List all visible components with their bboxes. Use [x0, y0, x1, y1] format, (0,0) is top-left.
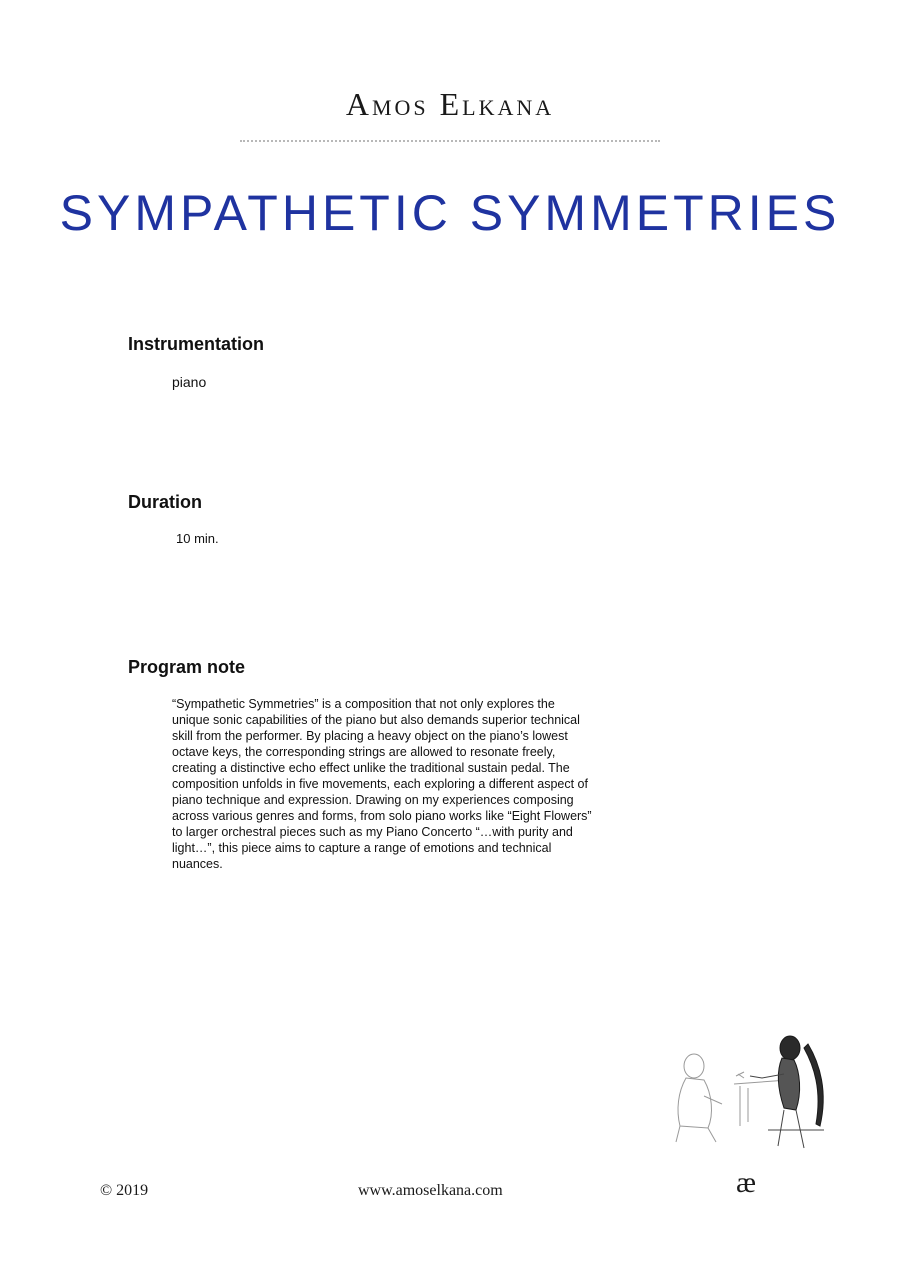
ink-sketch-figures-icon: [664, 1030, 840, 1158]
duration-value: 10 min.: [176, 531, 219, 546]
publisher-logo: æ: [736, 1166, 757, 1199]
program-note-text: “Sympathetic Symmetries” is a composition that not only explores the unique sonic capabilities of the piano but also demands superior technical skill from the performer. By placing a heavy object on the piano’s lowest octave keys, the corresponding strings are allowed to resonate freely, creating a distinctive echo effect unlike the traditional sustain pedal. The composition unfolds in five movements, each exploring a different aspect of piano technique and expression. Drawing on my experiences composing across various genres and forms, from solo piano works like “Eight Flowers” to larger orchestral pieces such as my Piano Concerto “…with purity and light…”, this piece aims to capture a range of emotions and technical nuances.: [172, 697, 592, 871]
website-link[interactable]: www.amoselkana.com: [358, 1182, 503, 1199]
duration-heading: Duration: [128, 492, 202, 512]
page-title: SYMPATHETIC SYMMETRIES: [59, 185, 841, 241]
program-note-heading: Program note: [128, 657, 246, 677]
instrumentation-value: piano: [172, 374, 207, 390]
copyright-text: © 2019: [100, 1182, 149, 1199]
header-divider: [240, 140, 660, 142]
instrumentation-heading: Instrumentation: [128, 334, 265, 354]
composer-name: Amos Elkana: [345, 86, 555, 122]
